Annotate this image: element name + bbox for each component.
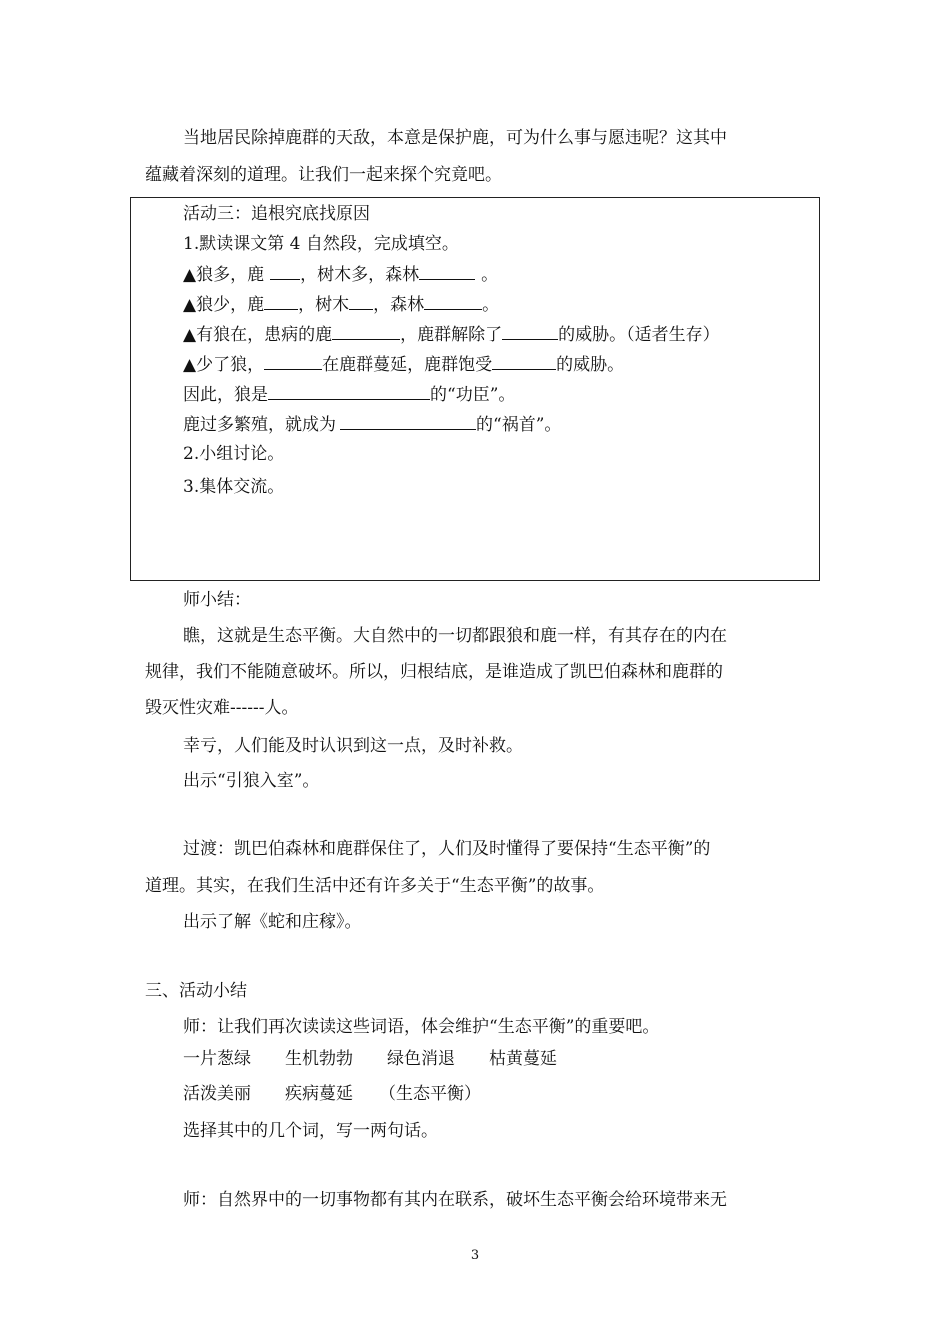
fill-text: 鹿过多繁殖，就成为 — [183, 415, 336, 435]
fill-line-4 — [183, 353, 624, 376]
word-item: 疾病蔓延 — [285, 1084, 353, 1104]
activity-step-2: 2.小组讨论。 — [183, 444, 285, 464]
section-3-closing: 师：自然界中的一切事物都有其内在联系，破坏生态平衡会给环境带来无 — [183, 1190, 727, 1210]
fill-text: ，森林 — [373, 295, 425, 315]
transition-line-2: 道理。其实，在我们生活中还有许多关于“生态平衡”的故事。 — [145, 876, 605, 896]
fill-text: 。 — [481, 265, 499, 285]
word-item: 枯黄蔓延 — [489, 1049, 557, 1069]
word-item: 生机勃勃 — [285, 1049, 353, 1069]
fill-text: 的“祸首”。 — [476, 415, 562, 435]
fill-text: ，鹿群解除了 — [400, 325, 503, 345]
fill-line-3 — [183, 323, 720, 346]
fill-blank[interactable] — [424, 293, 482, 310]
summary-label: 师小结： — [183, 590, 251, 610]
fill-line-1 — [183, 263, 498, 286]
fill-text: ▲狼少，鹿 — [183, 295, 265, 315]
fill-line-5 — [183, 383, 515, 406]
fill-line-2 — [183, 293, 499, 316]
word-item: 活泼美丽 — [183, 1084, 251, 1104]
fill-blank[interactable] — [502, 323, 558, 340]
summary-p1-line-1: 瞧，这就是生态平衡。大自然中的一切都跟狼和鹿一样，有其存在的内在 — [183, 626, 727, 646]
activity-step-3: 3.集体交流。 — [183, 477, 285, 497]
intro-line-1: 当地居民除掉鹿群的天敌，本意是保护鹿，可为什么事与愿违呢？这其中 — [183, 128, 727, 148]
activity-title: 活动三：追根究底找原因 — [183, 204, 370, 224]
fill-text: ，树木 — [298, 295, 350, 315]
words-row-2 — [183, 1083, 481, 1105]
summary-p2: 幸亏，人们能及时认识到这一点，及时补救。 — [183, 736, 523, 756]
intro-line-2: 蕴藏着深刻的道理。让我们一起来探个究竟吧。 — [145, 165, 502, 185]
fill-text: 因此，狼是 — [183, 385, 268, 405]
fill-text: 的威胁。 — [556, 355, 625, 375]
fill-blank[interactable] — [492, 353, 556, 370]
fill-blank[interactable] — [349, 293, 373, 310]
activity-step-1: 1.默读课文第 4 自然段，完成填空。 — [183, 234, 459, 254]
word-item: 绿色消退 — [387, 1049, 455, 1069]
fill-text: 在鹿群蔓延，鹿群饱受 — [322, 355, 493, 375]
fill-blank[interactable] — [264, 293, 298, 310]
fill-blank[interactable] — [268, 383, 430, 400]
section-3-instruction: 选择其中的几个词，写一两句话。 — [183, 1121, 438, 1141]
fill-line-6 — [183, 413, 561, 436]
fill-blank[interactable] — [264, 353, 322, 370]
fill-text: ▲有狼在，患病的鹿 — [183, 325, 333, 345]
page-number: 3 — [470, 1248, 480, 1263]
section-3-heading: 三、活动小结 — [145, 981, 247, 1001]
fill-text: ▲少了狼， — [183, 355, 265, 375]
words-row-1 — [183, 1048, 557, 1070]
word-item: 一片葱绿 — [183, 1049, 251, 1069]
transition-line-3: 出示了解《蛇和庄稼》。 — [183, 912, 362, 932]
fill-blank[interactable] — [270, 263, 300, 280]
fill-blank[interactable] — [332, 323, 400, 340]
summary-p1-line-3: 毁灭性灾难------人。 — [145, 698, 299, 718]
fill-blank[interactable] — [340, 413, 476, 430]
fill-blank[interactable] — [419, 263, 475, 280]
fill-text: 的“功臣”。 — [430, 385, 516, 405]
word-item: （生态平衡） — [379, 1084, 481, 1104]
fill-text: 的威胁。（适者生存） — [558, 325, 720, 345]
fill-text: ，树木多，森林 — [300, 265, 420, 285]
transition-line-1: 过渡：凯巴伯森林和鹿群保住了，人们及时懂得了要保持“生态平衡”的 — [183, 839, 711, 859]
summary-p3: 出示“引狼入室”。 — [183, 771, 320, 791]
fill-text: ▲狼多，鹿 — [183, 265, 265, 285]
summary-p1-line-2: 规律，我们不能随意破坏。所以，归根结底，是谁造成了凯巴伯森林和鹿群的 — [145, 662, 723, 682]
section-3-teacher: 师：让我们再次读读这些词语，体会维护“生态平衡”的重要吧。 — [183, 1017, 660, 1037]
fill-text: 。 — [482, 295, 500, 315]
